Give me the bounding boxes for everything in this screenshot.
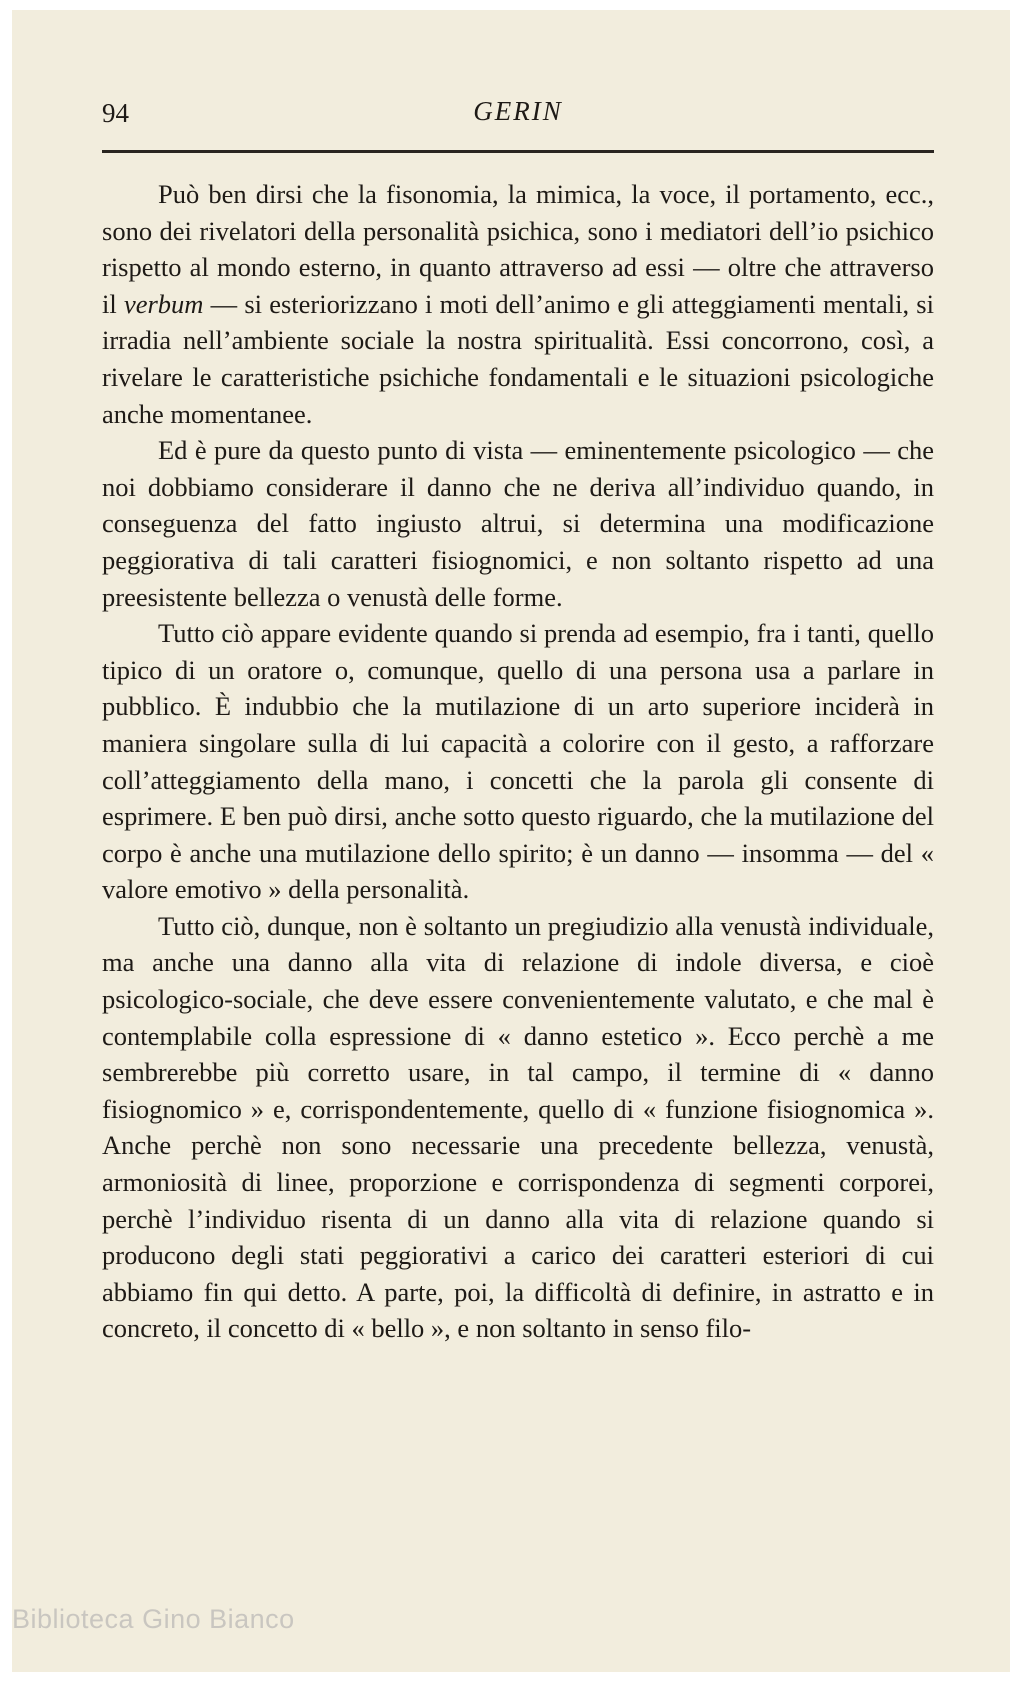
header-rule [102, 150, 934, 153]
paragraph-1-italic: verbum [123, 288, 204, 319]
body-text [102, 176, 934, 1347]
page-header [102, 94, 934, 148]
paragraph-1-text-a: Può ben dirsi che la fisonomia, la mimica, la voce, il portamento, ecc., sono dei rivelatori della personalità psichica, sono i mediatori dell’io psichico rispetto al mondo esterno, in quanto attraverso ad essi — oltre che attraverso il [102, 179, 934, 319]
book-page [12, 10, 1010, 1672]
paragraph-3: Tutto ciò appare evidente quando si prenda ad esempio, fra i tanti, quello tipico di un oratore o, comunque, quello di una persona usa a parlare in pubblico. È indubbio che la mutilazione di un arto superiore inciderà in maniera singolare sulla di lui capacità a colorire con il gesto, a rafforzare coll’atteggiamento della mano, i concetti che la parola gli consente di esprimere. E ben può dirsi, anche sotto questo riguardo, che la mutilazione del corpo è anche una mutilazione dello spirito; è un danno — insomma — del « valore emotivo » della personalità. [102, 618, 934, 905]
running-head: GERIN [473, 96, 563, 126]
paragraph-2: Ed è pure da questo punto di vista — eminentemente psicologico — che noi dobbiamo considerare il danno che ne deriva all’individuo quando, in conseguenza del fatto ingiusto altrui, si determina una modificazione peggiorativa di tali caratteri fisiognomici, e non soltanto rispetto ad una preesistente bellezza o venustà delle forme. [102, 435, 934, 612]
paragraph-1 [102, 176, 934, 432]
paragraph-1-text-b: — si esteriorizzano i moti dell’animo e gli atteggiamenti mentali, si irradia nell’ambiente sociale la nostra spiritualità. Essi concorrono, così, a rivelare le caratteristiche psichiche fondamentali e le situazioni psicologiche anche momentanee. [102, 288, 934, 429]
library-watermark: Biblioteca Gino Bianco [12, 1604, 295, 1634]
page-number: 94 [102, 98, 129, 128]
paragraph-4: Tutto ciò, dunque, non è soltanto un pregiudizio alla venustà individuale, ma anche una danno alla vita di relazione di indole diversa, e cioè psicologico-sociale, che deve essere convenientemente valutato, e che mal è contemplabile colla espressione di « danno estetico ». Ecco perchè a me sembrerebbe più corretto usare, in tal campo, il termine di « danno fisiognomico » e, corrispondentemente, quello di « funzione fisiognomica ». Anche perchè non sono necessarie una precedente bellezza, venustà, armoniosità di linee, proporzione e corrispondenza di segmenti corporei, perchè l’individuo risenta di un danno alla vita di relazione quando si producono degli stati peggiorativi a carico dei caratteri esteriori di cui abbiamo fin qui detto. A parte, poi, la difficoltà di definire, in astratto e in concreto, il concetto di « bello », e non soltanto in senso filo- [102, 910, 934, 1344]
